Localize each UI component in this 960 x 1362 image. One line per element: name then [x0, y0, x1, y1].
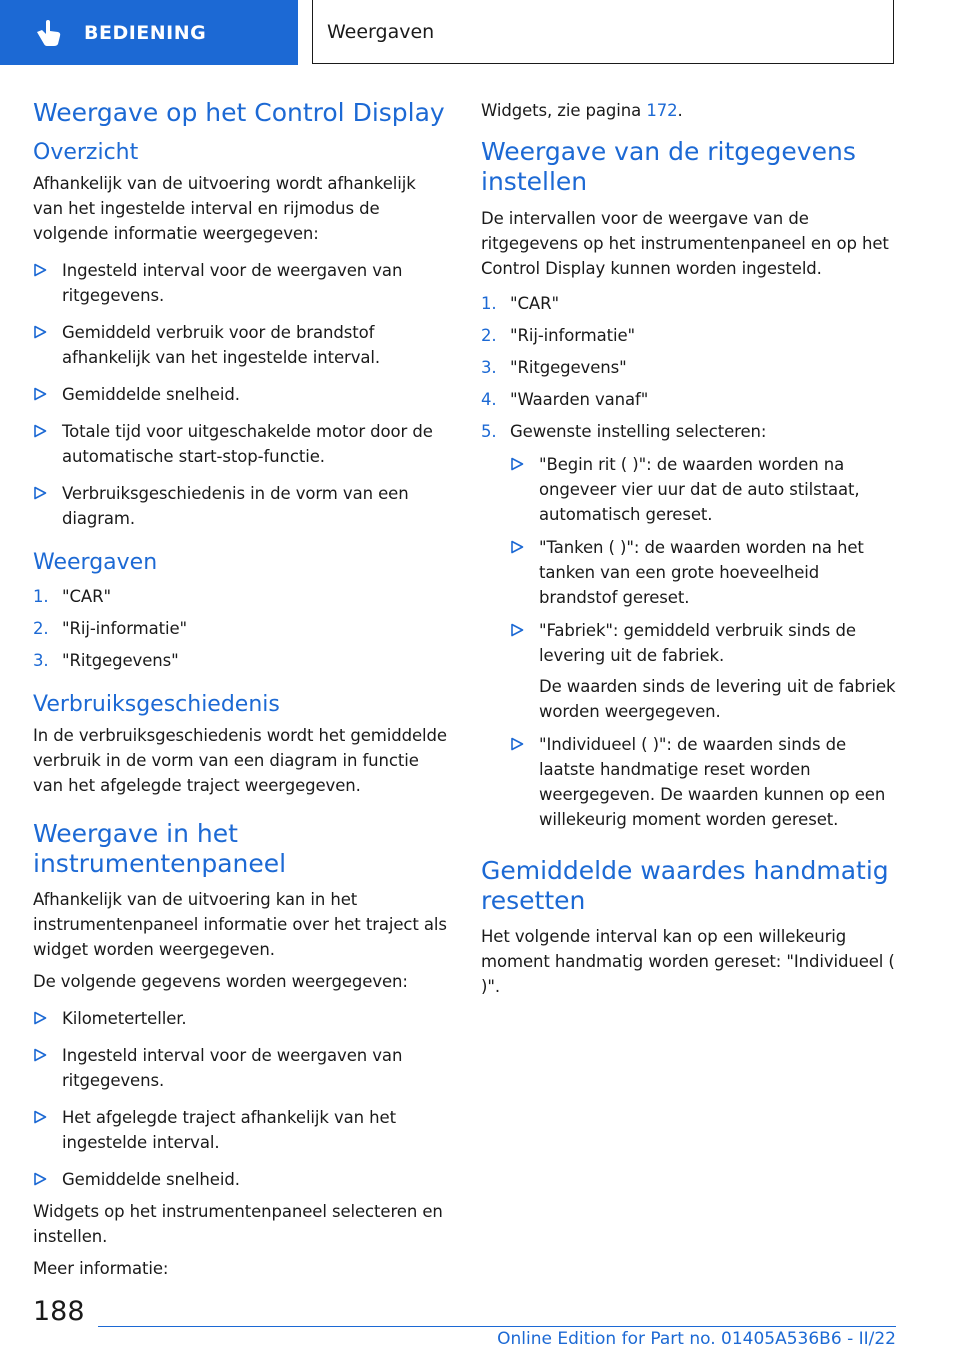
section-label: BEDIENING — [84, 21, 207, 44]
list-item: 2. "Rij-informatie" — [33, 619, 187, 638]
list-item: Ingesteld interval voor de weergaven van ritgegevens. — [33, 1043, 448, 1093]
heading-reset: Gemiddelde waardes handmatig resetten — [481, 856, 889, 915]
triangle-bullet-icon — [33, 1011, 47, 1025]
edition-text: Online Edition for Part no. 01405A536B6 - II/22 — [497, 1329, 896, 1349]
list-item: 3. "Ritgegevens" — [481, 358, 627, 377]
fabriek-note: De waarden sinds de levering uit de fabriek worden weergegeven. — [539, 677, 896, 721]
reset-text: Het volgende interval kan op een willekeurig moment handmatig worden gereset: "Individueel ( )". — [481, 927, 895, 996]
list-item: "Begin rit ( )": de waarden worden na ongeveer vier uur dat de auto stilstaat, automatisch gereset. — [510, 452, 901, 527]
list-item: Kilometerteller. — [33, 1006, 448, 1031]
list-item: Gemiddeld verbruik voor de brandstof afhankelijk van het ingestelde interval. — [33, 320, 448, 370]
list-item: 2. "Rij-informatie" — [481, 326, 635, 345]
heading-verbruiksgeschiedenis: Verbruiksgeschiedenis — [33, 692, 280, 717]
triangle-bullet-icon — [510, 540, 524, 554]
triangle-bullet-icon — [33, 1048, 47, 1062]
list-item: Het afgelegde traject afhankelijk van het ingestelde interval. — [33, 1105, 448, 1155]
list-item: "Fabriek": gemiddeld verbruik sinds de levering uit de fabriek. De waarden sinds de levering uit de fabriek worden weergegeven. — [510, 618, 901, 724]
page-link[interactable]: 172 — [646, 101, 678, 120]
triangle-bullet-icon — [33, 263, 47, 277]
heading-overzicht: Overzicht — [33, 140, 139, 165]
widgets-text: Widgets op het instrumentenpaneel selecteren en instellen. — [33, 1202, 443, 1246]
list-item: 1. "CAR" — [481, 294, 559, 313]
heading-weergaven: Weergaven — [33, 550, 158, 575]
list-item: 4. "Waarden vanaf" — [481, 390, 649, 409]
chapter-title — [312, 0, 894, 64]
list-item: 3. "Ritgegevens" — [33, 651, 179, 670]
chapter-title-text: Weergaven — [327, 20, 435, 43]
triangle-bullet-icon — [33, 424, 47, 438]
triangle-bullet-icon — [510, 623, 524, 637]
list-item: Gemiddelde snelheid. — [33, 382, 448, 407]
ritgegevens-intro: De intervallen voor de weergave van de ritgegevens op het instrumentenpaneel en op het Control Display kunnen worden ingesteld. — [481, 209, 889, 278]
more-info-text: Meer informatie: — [33, 1259, 169, 1278]
list-item: "Tanken ( )": de waarden worden na het tanken van een grote hoeveelheid brandstof gereset. — [510, 535, 901, 610]
main-heading: Weergave op het Control Display — [33, 98, 445, 127]
list-item: Ingesteld interval voor de weergaven van ritgegevens. — [33, 258, 448, 308]
overzicht-bullets — [33, 258, 448, 531]
instrument-intro: Afhankelijk van de uitvoering kan in het instrumentenpaneel informatie over het traject als widget worden weergegeven. — [33, 890, 447, 959]
left-column — [33, 98, 448, 1288]
triangle-bullet-icon — [510, 457, 524, 471]
list-item: "Individueel ( )": de waarden sinds de laatste handmatige reset worden weergegeven. De waarden kunnen op een willekeurig moment worden gereset. — [510, 732, 901, 832]
triangle-bullet-icon — [33, 1172, 47, 1186]
pointing-hand-icon — [34, 18, 64, 48]
instrument-bullets — [33, 1006, 448, 1192]
list-item: 1. "CAR" — [33, 587, 111, 606]
list-item: Gemiddelde snelheid. — [33, 1167, 448, 1192]
triangle-bullet-icon — [33, 1110, 47, 1124]
triangle-bullet-icon — [33, 486, 47, 500]
triangle-bullet-icon — [33, 387, 47, 401]
verbruik-text: In de verbruiksgeschiedenis wordt het gemiddelde verbruik in de vorm van een diagram in functie van het afgelegde traject weergegeven. — [33, 726, 447, 795]
list-item: 5. Gewenste instelling selecteren: "Begin rit ( )": de waarden worden na ongeveer vier uur dat de auto stilstaat, automatisch gereset. "Tanken ( )": de waarden worden na het tanken van een grote hoeveelheid brandstof gereset. "Fabriek": gemiddeld verbruik sinds de levering uit de fabriek. De waarden sinds de levering uit de fabriek worden weergegeven. "Individueel ( )": de waarden sinds de laatste handmatige reset worden weergegeven. De waarden kunnen op een willekeurig moment worden gereset. — [481, 419, 901, 832]
footer-divider — [98, 1326, 896, 1327]
triangle-bullet-icon — [510, 737, 524, 751]
option-bullets — [510, 452, 901, 832]
page-number: 188 — [33, 1296, 85, 1327]
heading-instrumentenpaneel: Weergave in het instrumentenpaneel — [33, 819, 287, 878]
list-item: Verbruiksgeschiedenis in de vorm van een diagram. — [33, 481, 448, 531]
right-column — [481, 98, 901, 1006]
triangle-bullet-icon — [33, 325, 47, 339]
weergaven-steps — [33, 584, 448, 673]
list-item: Totale tijd voor uitgeschakelde motor door de automatische start-stop-functie. — [33, 419, 448, 469]
overzicht-intro: Afhankelijk van de uitvoering wordt afhankelijk van het ingestelde interval en rijmodus de volgende informatie weergegeven: — [33, 174, 416, 243]
widgets-reference: Widgets, zie pagina 172. — [481, 101, 683, 120]
heading-ritgegevens: Weergave van de ritgegevens instellen — [481, 137, 856, 196]
instrument-lead: De volgende gegevens worden weergegeven: — [33, 972, 408, 991]
ritgegevens-steps — [481, 291, 901, 832]
section-tab — [0, 0, 298, 65]
